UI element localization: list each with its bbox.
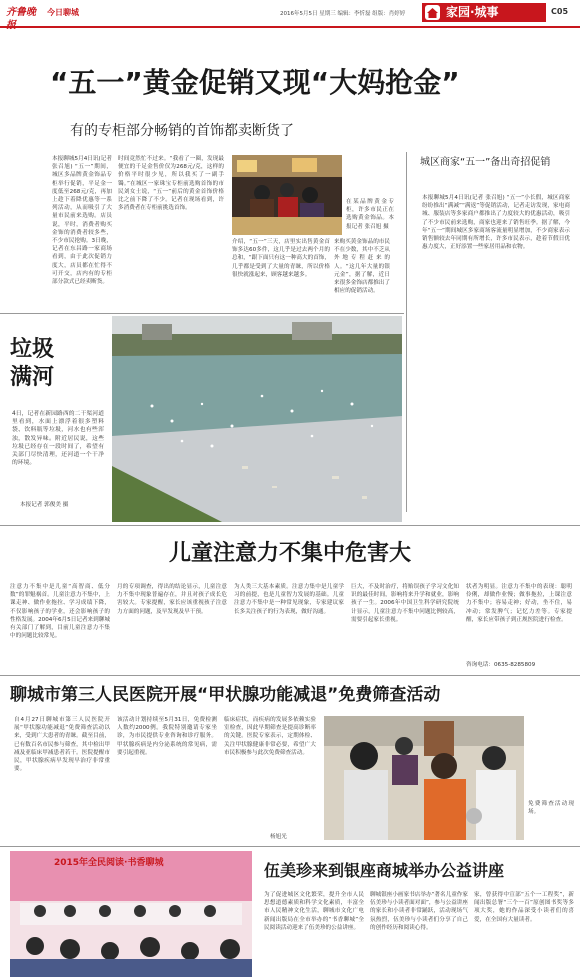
story4-col3: 为人类三大基本素质。注意力集中是儿童学习的前提，也是儿童智力发展的基础。儿童注意力不集中是一种常见现象，专家建议家长多关注孩子的行为表现，做好沟通。 (234, 584, 344, 615)
story6-col2: 聊城银座小画家书店举办“著名儿童作家伍美珍与小读者面对面”，参与公益讲座的家长和小读者非常踊跃，活动现场气氛热烈，伍美珍与小读者们分享了自己的创作经历和阅读心得。 (370, 892, 468, 931)
story4-col1: 注意力不集中是儿童“高智商、低分数”的罪魁祸首。儿童注意力不集中，上课走神、做作业拖拉、学习成绩下降，不仅影响孩子的学业，还会影响孩子的性格发展。2004年6月5日记者来到聊城有关部门了解到，目前儿童注意力不集中的问题比较常见。 (10, 584, 110, 640)
story5-credit: 杨旭光 (270, 834, 287, 840)
edition-label: 今日聊城 (47, 8, 79, 17)
story1-headline: “五一”黄金促销又现“大妈抢金” (50, 66, 460, 99)
story3-headline: 垃圾满河 (10, 337, 55, 390)
story1-subhead: 有的专柜部分畅销的首饰都卖断货了 (70, 123, 294, 139)
story4-col2: 月的专项调查，得出的结论显示，儿童注意力不集中现象普遍存在，并且对孩子成长危害较大。专家提醒，家长应该重视孩子注意力方面的问题，及早发现及早干预。 (117, 584, 227, 615)
story6-headline: 伍美珍来到银座商城举办公益讲座 (264, 861, 505, 880)
story4-col5: 状者为明显。注意力不集中的表现：聪明伶俐，却做作业慢；做事拖拉，上课注意力不集中；容易走神；好动，坐不住，易冲动；常发脾气；记忆力差等。专家提醒，家长应带孩子到正规医院进行检查。 (466, 584, 572, 623)
story1-col2: 时间竟然忙不过来。“我看了一圈，发现最便宜的千足金售价仅为268元/克，这样的价格平时很少见，所以我买了一副手镯。”在城区一家珠宝专柜前选购首饰的市民刘女士说，“五一”前后的黄金首饰价格比之前下降了不少。记者在现场看到，许多消费者在专柜前挑选首饰。 (118, 156, 224, 212)
story3-credit: 本报记者 郭俊美 摄 (20, 502, 69, 508)
home-icon (425, 5, 440, 20)
story4-hotline: 咨询电话：0635-8285809 (466, 662, 536, 668)
story6-col1: 为了促进城区文化繁荣，提升全市人民思想道德素质和科学文化素质，丰富全市人民精神文化生活，聊城市文化广电新闻出版局在全市举办的“书香聊城”全民阅读活动迎来了伍美珍的公益讲座。 (264, 892, 364, 931)
story2-body: 本报聊城5月4日讯(记者 张召旭) “五一”小长假，城区商家纷纷推出“满减”“满返”等促销活动，记者走访发现，家电商城、服装店等多家商户都推出了力度较大的优惠活动，吸引了不少市民前来选购，商家也迎来了销售旺季。据了解，今年“五一”期间城区多家商场客流量明显增加，不少商家表示销售额较去年同期有所增长，许多市民表示，趁着节假日优惠力度大，正好添置一些家居用品和衣物。 (422, 195, 570, 251)
paper-logo: 齐鲁晚 (6, 7, 36, 18)
story3-body: 4日，记者在新园路西的二干渠河道里看到，水面上漂浮着很多塑料袋、饮料瓶等垃圾，河水也有些浑浊，散发异味。附近居民说，这些垃圾已经存在一段时间了，希望有关部门尽快清理，还河道一个干净的环境。 (12, 411, 104, 467)
story1-col4: 来购买黄金饰品的市民不在少数，其中不乏从外地专程赶来的人。“这几年大量的银元金”，据了解，近日来很多金饰店都推出了相应的促销活动。 (334, 239, 390, 295)
story5-photo-caption: 免费筛查活动现场。 (528, 801, 574, 816)
story6-col3: 家，曾获得中宣部“五个一工程奖”，新闻出版总署“三个一百”原创图书奖等多项大奖，她的作品深受小读者们的喜爱，在全国有大量读者。 (474, 892, 574, 923)
story1-photo (232, 155, 342, 235)
story4-col4: 巨大，不及时治疗，将贻误孩子学习文化知识的最佳时间，影响将来升学和就业，影响孩子一生。2006年中国卫生科学研究院统计显示，儿童注意力不集中问题比例较高，需要引起家长重视。 (351, 584, 459, 623)
story5-col1: 自4月27日聊城市第三人民医院开展“甲状腺功能减退”免费筛查活动以来，受到广大患者的青睐。截至目前，已有数百名市民参与筛查，其中检出甲减及亚临床甲减患者若干。医院提醒市民，甲状腺疾病早发现早治疗非常重要。 (14, 717, 110, 773)
story1-col1: 本报聊城5月4日讯(记者 张召旭) “五一”期间，城区多品牌黄金饰品专柜举行促销，平足金一度低至268元/克，再加上趁下着降优惠等一系列活动，从而吸引了大量市民前来选购。店员说，平时，消费者购买金饰的消费者较多些，不少市民抢购。3日晚，记者在东昌路一家商场看到，由于此次促销力度大，店员都在忙得不可开交，店内有的专柜部分款式已经卖断货。 (52, 156, 112, 286)
story3-photo (112, 316, 402, 522)
story2-headline: 城区商家“五一”备出奇招促销 (420, 157, 551, 168)
section-title: 家园·城事 (446, 5, 499, 19)
story1-col3: 介绍，“五一”三天，店里实出售黄金首饰多达60多件，这几乎是过去两个月的总和，“跟下面只有这一种高大的首饰，几乎都是受到了大量的青睐，所以价格很快就涨起来，顾客越来越多。 (232, 239, 330, 278)
story5-col2: 该活动计划持续至5月31日，免费检测人数约2000例。我院特别邀请专家坐诊，为市民提供专业咨询和诊疗服务。甲状腺疾病是内分泌系统的常见病，需要引起重视。 (117, 717, 217, 756)
date-line: 2016年5月5日 星期三 编辑：李忻磊 组版：肖婷婷 (280, 11, 406, 17)
story5-photo (324, 716, 524, 840)
masthead (0, 0, 580, 26)
story6-photo (10, 851, 252, 977)
story1-photo-caption: 在某品牌黄金专柜，许多市民正在选购黄金饰品。本报记者 张召旭 摄 (346, 199, 394, 230)
story5-headline: 聊城市第三人民医院开展“甲状腺功能减退”免费筛查活动 (10, 685, 441, 705)
page-number: C05 (551, 7, 569, 16)
story6-banner-text: 2015年全民阅读·书香聊城 (54, 858, 164, 868)
story4-headline: 儿童注意力不集中危害大 (168, 541, 411, 566)
story5-col3: 临床症状，而疾病的发展多依赖实验室检查，因此早期筛查是提高诊断率的关键。医院专家表示，定期体检、关注甲状腺健康非常必要，希望广大市民积极参与此次免费筛查活动。 (224, 717, 316, 756)
